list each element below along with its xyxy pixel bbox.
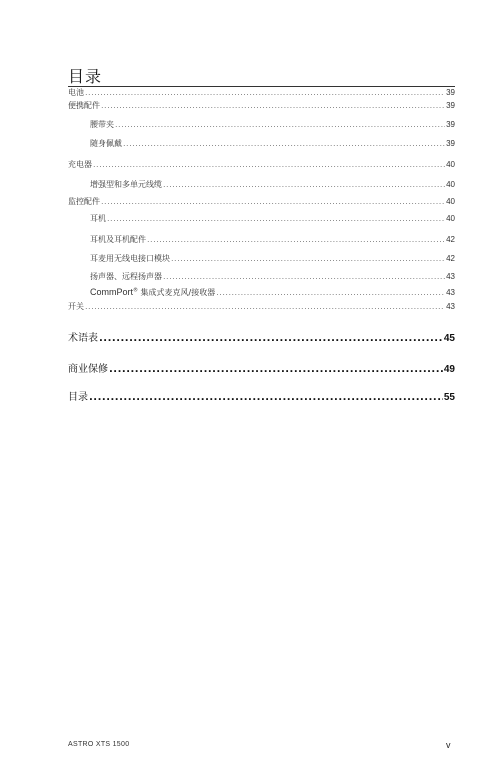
- toc-entry[interactable]: [68, 180, 455, 190]
- dot-leader: [163, 180, 445, 190]
- dot-leader: [123, 139, 445, 149]
- registered-mark: ®: [133, 287, 139, 294]
- toc-entry-label: 耳机: [90, 214, 106, 223]
- toc-entry-page: 40: [446, 180, 455, 189]
- toc-entry[interactable]: [68, 254, 455, 264]
- toc-entry[interactable]: [68, 160, 455, 170]
- title-rule: [68, 86, 455, 87]
- footer-page-number: v: [446, 740, 451, 750]
- toc-entry-page: 42: [446, 254, 455, 263]
- dot-leader: [99, 333, 443, 345]
- dot-leader: [101, 197, 445, 207]
- dot-leader: [216, 288, 445, 298]
- toc-entry[interactable]: [68, 214, 455, 224]
- dot-leader: [85, 302, 445, 312]
- commport-suffix: 集成式麦克风/接收器: [138, 288, 216, 297]
- toc-entry-page: 43: [446, 272, 455, 281]
- toc-entry-page: 39: [446, 88, 455, 97]
- toc-entry-major[interactable]: [68, 364, 455, 376]
- toc-entry-label: 增强型和多单元线缆: [90, 180, 162, 189]
- footer-product-name: ASTRO XTS 1500: [68, 741, 130, 748]
- toc-entry-label: 耳机及耳机配件: [90, 235, 146, 244]
- toc-entry-label: 充电器: [68, 160, 92, 169]
- toc-entry[interactable]: [68, 272, 455, 282]
- toc-entry-label: 开关: [68, 302, 84, 311]
- toc-entry-page: 55: [443, 392, 455, 403]
- toc-entry-label: [68, 287, 215, 298]
- toc-entry-page: 39: [446, 139, 455, 148]
- toc-entry[interactable]: [68, 235, 455, 245]
- toc-entry[interactable]: [68, 120, 455, 130]
- toc-entry-label: 目录: [68, 392, 88, 403]
- toc-entry-label: 腰带夹: [90, 120, 114, 129]
- dot-leader: [85, 88, 445, 98]
- dot-leader: [93, 160, 445, 170]
- dot-leader: [109, 364, 443, 376]
- dot-leader: [107, 214, 445, 224]
- toc-entry-page: 43: [446, 288, 455, 297]
- dot-leader: [101, 101, 445, 111]
- toc-entry[interactable]: [68, 139, 455, 149]
- toc-entry-page: 40: [446, 197, 455, 206]
- toc-entry-label: 商业保修: [68, 364, 108, 375]
- toc-entry-label: 监控配件: [68, 197, 100, 206]
- commport-text: CommPort: [90, 287, 134, 297]
- toc-entry-major[interactable]: [68, 333, 455, 345]
- toc-entry[interactable]: [68, 88, 455, 98]
- toc-entry-label: 耳麦用无线电接口模块: [90, 254, 170, 263]
- toc-entry[interactable]: [68, 197, 455, 207]
- toc-entry-page: 40: [446, 160, 455, 169]
- toc-entry[interactable]: [68, 287, 455, 298]
- dot-leader: [147, 235, 445, 245]
- dot-leader: [89, 392, 443, 404]
- toc-entry-label: 随身佩戴: [90, 139, 122, 148]
- toc-entry[interactable]: [68, 101, 455, 111]
- dot-leader: [115, 120, 445, 130]
- toc-entry-page: 45: [443, 333, 455, 344]
- toc-entry[interactable]: [68, 302, 455, 312]
- toc-entry-page: 49: [443, 364, 455, 375]
- toc-entry-page: 39: [446, 101, 455, 110]
- toc-entry-page: 42: [446, 235, 455, 244]
- toc-entry-label: 扬声器、远程扬声器: [90, 272, 162, 281]
- toc-entry-page: 43: [446, 302, 455, 311]
- dot-leader: [171, 254, 445, 264]
- page-title: 目录: [68, 67, 103, 86]
- toc-entry-major[interactable]: [68, 392, 455, 404]
- toc-entry-label: 电池: [68, 88, 84, 97]
- toc-entry-label: 术语表: [68, 333, 98, 344]
- toc-entry-page: 40: [446, 214, 455, 223]
- toc-entry-label: 便携配件: [68, 101, 100, 110]
- toc-entry-page: 39: [446, 120, 455, 129]
- dot-leader: [163, 272, 445, 282]
